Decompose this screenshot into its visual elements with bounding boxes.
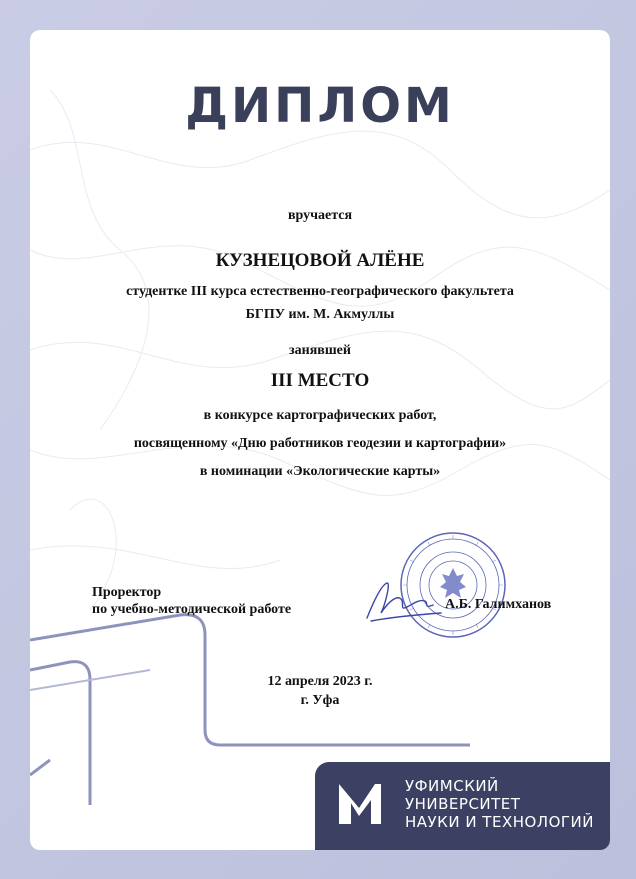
place-text: III МЕСТО xyxy=(270,370,370,391)
university-name xyxy=(405,777,594,831)
signer-title-1: Проректор xyxy=(92,585,162,600)
issue-date: 12 апреля 2023 г. xyxy=(267,674,373,689)
diploma-title: ДИПЛОМ xyxy=(185,78,455,134)
issue-city: г. Уфа xyxy=(300,693,340,708)
university-name-line-3: НАУКИ И ТЕХНОЛОГИЙ xyxy=(405,813,594,831)
signer-title xyxy=(92,584,291,618)
university-logo-icon xyxy=(337,780,391,832)
diploma-sheet xyxy=(30,30,610,850)
university-name-line-1: УФИМСКИЙ xyxy=(405,777,499,795)
signer-title-2: по учебно-методической работе xyxy=(92,602,292,617)
university-name-line-2: УНИВЕРСИТЕТ xyxy=(405,795,521,813)
recipient-name: КУЗНЕЦОВОЙ АЛЁНЕ xyxy=(215,250,425,271)
contest-line-1: в конкурсе картографических работ, xyxy=(203,408,437,423)
signer-name: А.Б. Галимханов xyxy=(445,597,552,612)
taken-text: занявшей xyxy=(289,343,351,358)
contest-line-2: посвященному «Дню работников геодезии и картографии» xyxy=(133,436,507,451)
contest-line-3: в номинации «Экологические карты» xyxy=(199,464,441,479)
university-brand-block xyxy=(315,762,610,850)
student-line: студентке III курса естественно-географического факультета xyxy=(126,284,514,299)
signature xyxy=(363,573,443,628)
awarded-text: вручается xyxy=(287,208,353,223)
university-line: БГПУ им. М. Акмуллы xyxy=(245,307,395,322)
